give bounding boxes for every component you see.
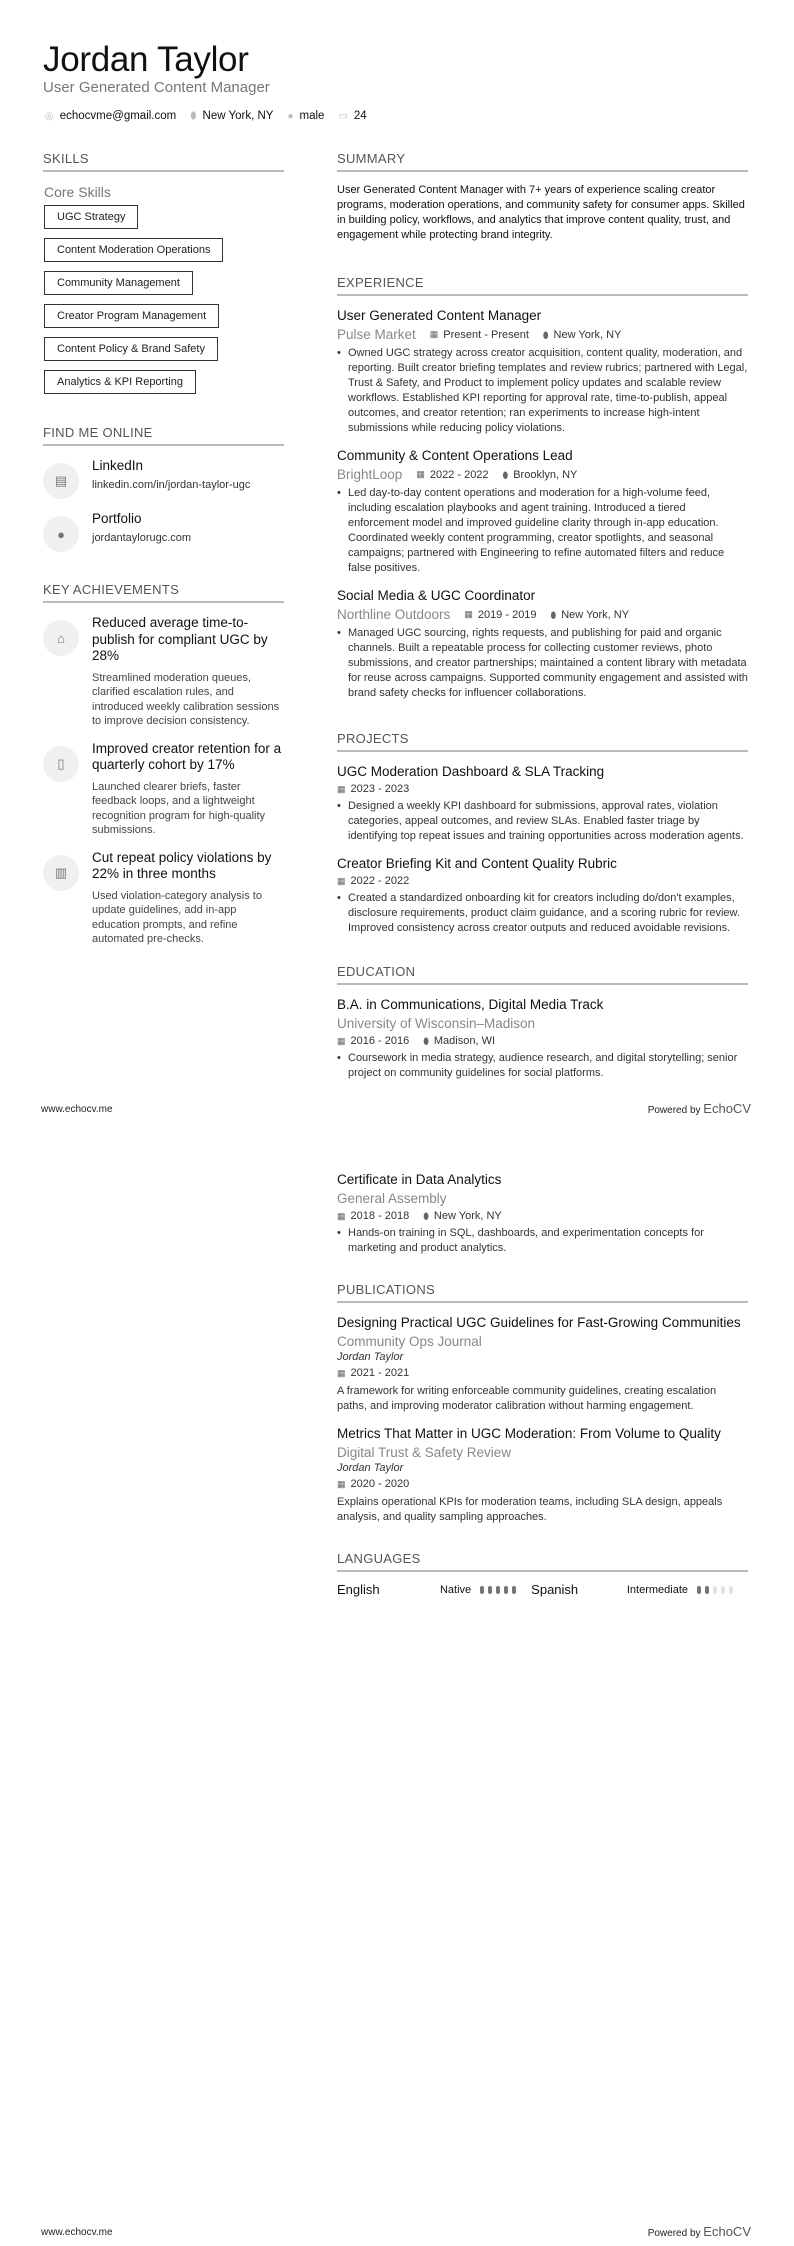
- achievement-item: [43, 741, 284, 838]
- job-location: Brooklyn, NY: [513, 468, 578, 481]
- footer-powered: [648, 1101, 751, 1116]
- location-pin-icon: ⬮: [502, 469, 509, 480]
- projects-heading: PROJECTS: [337, 731, 748, 752]
- project-dates: 2023 - 2023: [350, 783, 410, 795]
- degree: Certificate in Data Analytics: [337, 1172, 502, 1187]
- echocv-logo[interactable]: EchoCV: [703, 1101, 751, 1116]
- languages-heading: LANGUAGES: [337, 1551, 748, 1572]
- calendar-icon: ▭: [338, 110, 348, 122]
- language-level: Native: [439, 1583, 472, 1596]
- job-title: User Generated Content Manager: [337, 308, 542, 323]
- online-list: [43, 458, 284, 552]
- edu-location: Madison, WI: [433, 1035, 496, 1047]
- rating-dot: [488, 1586, 492, 1594]
- right-column-p2: [337, 1160, 748, 1597]
- online-label: LinkedIn: [92, 458, 144, 473]
- language-name: English: [337, 1582, 380, 1597]
- school: University of Wisconsin–Madison: [337, 1016, 536, 1031]
- footer-powered: [648, 2224, 751, 2239]
- publication-dates: 2021 - 2021: [350, 1367, 410, 1379]
- rating-dot: [697, 1586, 701, 1594]
- calendar-icon: ▦: [464, 609, 473, 619]
- online-label: Portfolio: [92, 511, 142, 526]
- job-title: Social Media & UGC Coordinator: [337, 588, 536, 603]
- job-dates: Present - Present: [443, 328, 529, 341]
- publication-title: Designing Practical UGC Guidelines for Fast-Growing Communities: [337, 1315, 741, 1330]
- edu-bullet: • Coursework in media strategy, audience research, and digital storytelling; senior project on community guidelines for social platforms.: [337, 1051, 748, 1081]
- school: General Assembly: [337, 1191, 447, 1206]
- edu-dates: 2016 - 2016: [350, 1035, 410, 1047]
- project-title: UGC Moderation Dashboard & SLA Tracking: [337, 764, 605, 779]
- location-pin-icon: ⬮: [423, 1211, 429, 1221]
- publication-desc: A framework for writing enforceable community guidelines, creating escalation paths, and improving moderator calibration without harming engagement.: [337, 1385, 717, 1412]
- publication-author: Jordan Taylor: [337, 1351, 404, 1363]
- languages-list: [337, 1582, 748, 1597]
- publisher: Digital Trust & Safety Review: [337, 1445, 512, 1460]
- language-rating: [480, 1586, 520, 1594]
- publication-dates: 2020 - 2020: [350, 1478, 410, 1490]
- language-rating: [697, 1586, 737, 1594]
- skill-tag: Creator Program Management: [44, 304, 219, 328]
- person-icon: ●: [287, 110, 294, 122]
- experience-item: [337, 308, 748, 436]
- project-item: [337, 764, 748, 844]
- online-heading: FIND ME ONLINE: [43, 425, 284, 446]
- job-dates: 2022 - 2022: [429, 468, 489, 481]
- bar-chart-icon: ▥: [43, 855, 79, 891]
- location-pin-icon: ⬮: [542, 329, 549, 340]
- achievement-desc: Streamlined moderation queues, clarified escalation rules, and introduced weekly calibration sessions to improve decision consistency.: [92, 671, 280, 727]
- calendar-icon: ▦: [337, 783, 346, 794]
- project-bullet: • Created a standardized onboarding kit for creators including do/don't examples, disclosure requirements, product claim guidance, and a scoring rubric for review. Improved consistency across creator outputs and reduced avoidable revisions.: [337, 891, 748, 936]
- publications-list: [337, 1315, 748, 1525]
- contact-bar: [45, 110, 381, 122]
- job-title: Community & Content Operations Lead: [337, 448, 573, 463]
- job-bullet: • Owned UGC strategy across creator acquisition, content quality, moderation, and reporting. Built creator briefing templates and review rubrics; partnered with Legal, Trust & Safety, and Product to implement policy updates and scalable review workflows. Established KPI reporting for approval rate, time-to-publish, appeal outcomes, and creator retention; ran experiments to increase high-intent submissions while reducing policy violations.: [337, 346, 748, 436]
- calendar-icon: ▦: [337, 1478, 346, 1489]
- company: BrightLoop: [337, 467, 403, 482]
- achievement-desc: Launched clearer briefs, faster feedback loops, and a lightweight recognition program for high-quality submissions.: [92, 780, 266, 836]
- project-bullet: • Designed a weekly KPI dashboard for submissions, approval rates, violation categories, appeal outcomes, and review SLAs. Enabled faster triage by identifying top repeat issues and training opportunities across moderation agents.: [337, 799, 748, 844]
- resume-page-2: [0, 1140, 794, 2246]
- publication-item: [337, 1315, 748, 1414]
- online-url: jordantaylorugc.com: [92, 532, 192, 544]
- echocv-logo[interactable]: EchoCV: [703, 2224, 751, 2239]
- calendar-icon: ▦: [429, 329, 439, 339]
- achievement-item: [43, 615, 284, 729]
- achievement-item: [43, 850, 284, 947]
- footer-site-link[interactable]: www.echocv.me: [41, 2227, 113, 2238]
- education-list: [337, 997, 748, 1081]
- calendar-icon: ▦: [416, 469, 425, 479]
- language-level: Intermediate: [626, 1583, 688, 1596]
- left-column: [43, 151, 284, 947]
- summary-text: User Generated Content Manager with 7+ years of experience scaling creator programs, moderation operations, and community safety for consumer apps. Skilled in building policy, workflows, and analytics that improve content quality, trust, and engagement while protecting brand integrity.: [337, 184, 745, 241]
- skill-tag: Content Policy & Brand Safety: [44, 337, 218, 361]
- powered-by-text: Powered by: [647, 2228, 701, 2239]
- skill-tags: [43, 205, 284, 403]
- edu-location: New York, NY: [433, 1210, 502, 1222]
- rating-dot: [496, 1586, 500, 1594]
- location-pin-icon: ⬮: [423, 1036, 429, 1046]
- skill-tag: Community Management: [44, 271, 193, 295]
- job-bullet: • Led day-to-day content operations and moderation for a high-volume feed, including escalation playbooks and agent training. Introduced a tiered enforcement model and improved guideline clarity through in-app education. Coordinated weekly content programming, creator spotlights, and seasonal campaigns; partnered with Engineering to refine automated filters and reduce false positives.: [337, 486, 748, 576]
- achievement-title: Reduced average time-to-publish for compliant UGC by 28%: [92, 615, 268, 663]
- publisher: Community Ops Journal: [337, 1334, 482, 1349]
- calendar-icon: ▦: [337, 1210, 346, 1221]
- summary-heading: SUMMARY: [337, 151, 748, 172]
- rating-dot: [713, 1586, 717, 1594]
- achievement-title: Cut repeat policy violations by 22% in three months: [92, 849, 272, 881]
- age: 24: [353, 110, 367, 122]
- language-name: Spanish: [531, 1582, 579, 1597]
- skills-heading: SKILLS: [43, 151, 284, 172]
- candidate-title: User Generated Content Manager: [43, 79, 270, 96]
- right-column: [337, 151, 748, 1081]
- achievement-desc: Used violation-category analysis to update guidelines, add in-app education prompts, and refine automated pre-checks.: [92, 889, 262, 945]
- candidate-name: Jordan Taylor: [43, 40, 249, 79]
- edu-dates: 2018 - 2018: [350, 1210, 410, 1222]
- publication-desc: Explains operational KPIs for moderation teams, including SLA design, appeals analysis, and quality sampling approaches.: [337, 1496, 723, 1523]
- email-icon: ◎: [45, 110, 54, 122]
- location-pin-icon: ⬮: [550, 609, 557, 620]
- online-url: linkedin.com/in/jordan-taylor-ugc: [92, 479, 251, 491]
- education-item: [337, 997, 748, 1081]
- publications-heading: PUBLICATIONS: [337, 1282, 748, 1303]
- projects-list: [337, 764, 748, 936]
- experience-list: [337, 308, 748, 701]
- rating-dot: [504, 1586, 508, 1594]
- achievements-list: [43, 615, 284, 947]
- bank-icon: ⌂: [43, 620, 79, 656]
- company: Pulse Market: [337, 327, 416, 342]
- gender: male: [299, 110, 325, 122]
- job-location: New York, NY: [561, 608, 630, 621]
- publication-item: [337, 1426, 748, 1525]
- online-item[interactable]: [43, 511, 284, 552]
- edu-bullet: • Hands-on training in SQL, dashboards, and experimentation concepts for marketing and product analytics.: [337, 1226, 748, 1256]
- skill-tag: Content Moderation Operations: [44, 238, 223, 262]
- calendar-icon: ▦: [337, 1367, 346, 1378]
- rating-dot: [512, 1586, 516, 1594]
- rating-dot: [480, 1586, 484, 1594]
- job-bullet: • Managed UGC sourcing, rights requests, and publishing for paid and organic channels. Built a repeatable process for collecting customer reviews, photo submissions, and creator partnerships; maintained a content library with metadata for reuse across campaigns. Supported community engagement and assisted with brand safety checks for influencer collaborations.: [337, 626, 748, 701]
- achievement-title: Improved creator retention for a quarterly cohort by 17%: [92, 740, 282, 772]
- email[interactable]: echocvme@gmail.com: [59, 110, 177, 122]
- rating-dot: [729, 1586, 733, 1594]
- job-dates: 2019 - 2019: [477, 608, 537, 621]
- education-list-continued: [337, 1172, 748, 1256]
- achievements-heading: KEY ACHIEVEMENTS: [43, 582, 284, 603]
- project-dates: 2022 - 2022: [350, 875, 410, 887]
- job-location: New York, NY: [553, 328, 622, 341]
- experience-item: [337, 448, 748, 576]
- skill-tag: Analytics & KPI Reporting: [44, 370, 196, 394]
- experience-heading: EXPERIENCE: [337, 275, 748, 296]
- project-title: Creator Briefing Kit and Content Quality Rubric: [337, 856, 617, 871]
- book-icon: ▯: [43, 746, 79, 782]
- powered-by-text: Powered by: [647, 1105, 701, 1116]
- skill-tag: UGC Strategy: [44, 205, 138, 229]
- experience-item: [337, 588, 748, 701]
- location: New York, NY: [202, 110, 274, 122]
- rating-dot: [705, 1586, 709, 1594]
- publication-author: Jordan Taylor: [337, 1462, 404, 1474]
- location-pin-icon: ⬮: [190, 110, 197, 122]
- online-item[interactable]: [43, 458, 284, 499]
- degree: B.A. in Communications, Digital Media Track: [337, 997, 604, 1012]
- linkedin-icon: ▤: [43, 463, 79, 499]
- project-item: [337, 856, 748, 936]
- footer-site-link[interactable]: www.echocv.me: [41, 1104, 113, 1115]
- company: Northline Outdoors: [337, 607, 451, 622]
- skills-group-title: Core Skills: [44, 184, 111, 200]
- education-item: [337, 1172, 748, 1256]
- publication-title: Metrics That Matter in UGC Moderation: From Volume to Quality: [337, 1426, 721, 1441]
- calendar-icon: ▦: [337, 1035, 346, 1046]
- rating-dot: [721, 1586, 725, 1594]
- calendar-icon: ▦: [337, 875, 346, 886]
- education-heading: EDUCATION: [337, 964, 748, 985]
- portfolio-icon: ●: [43, 516, 79, 552]
